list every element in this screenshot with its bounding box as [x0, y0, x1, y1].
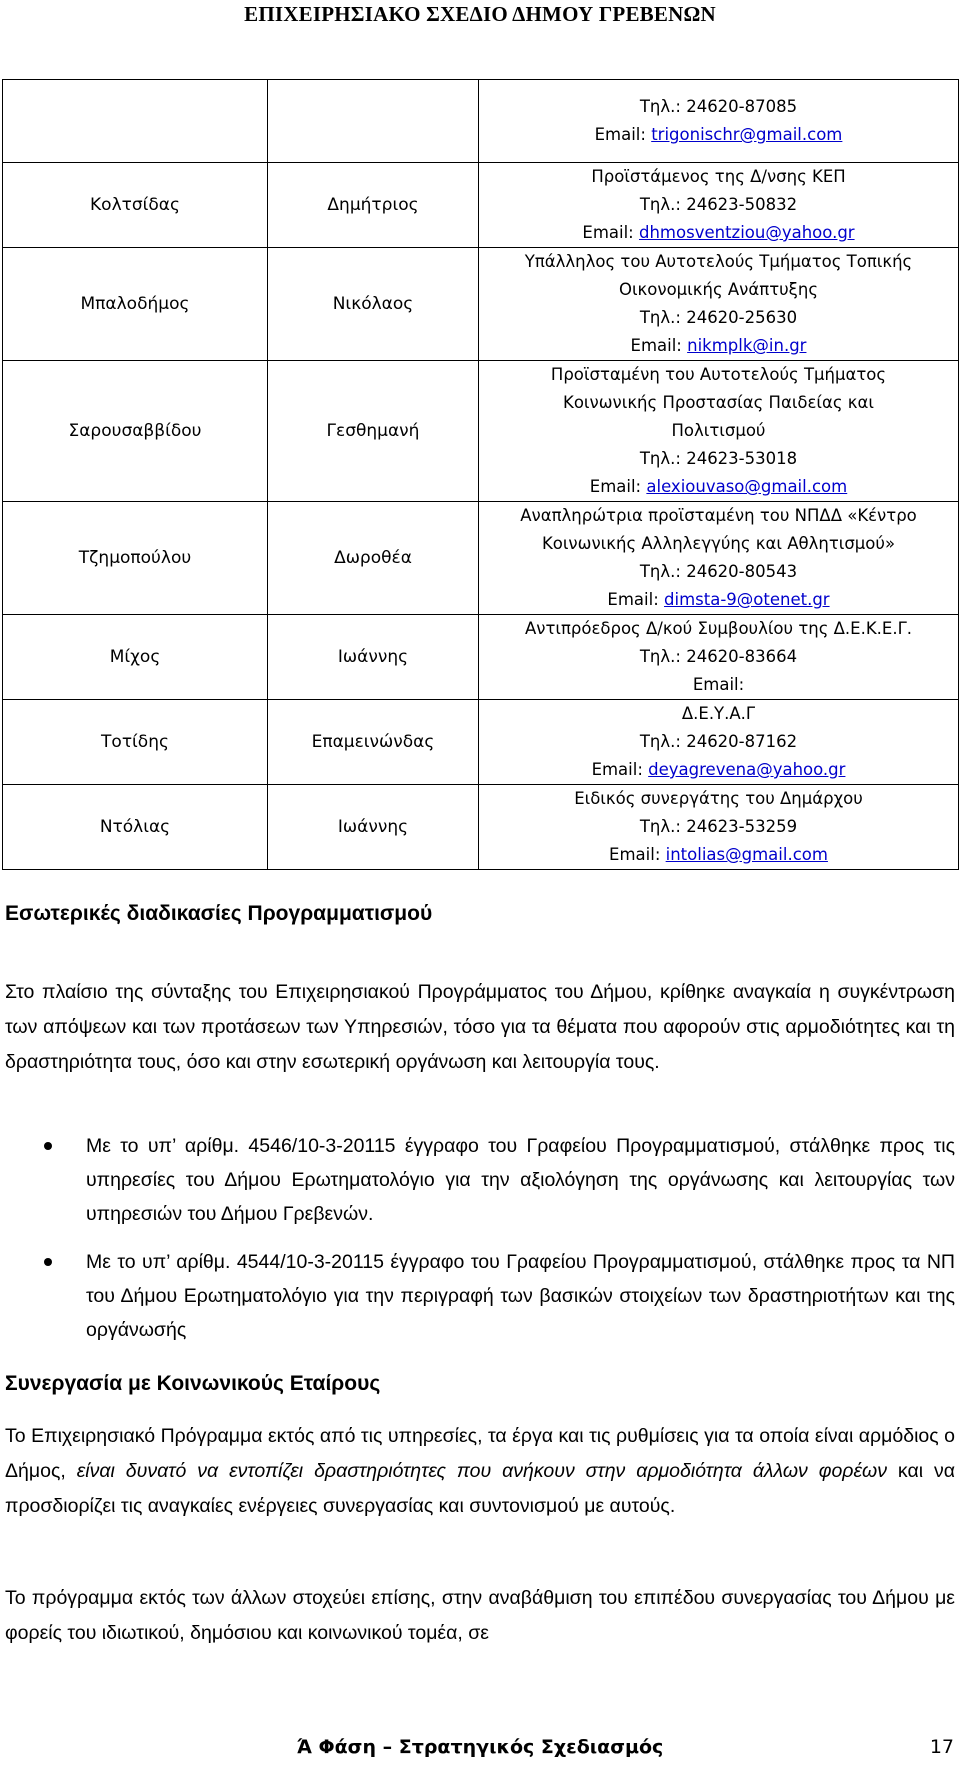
- contact-info-line: Προϊστάμενος της Δ/νσης ΚΕΠ: [591, 167, 846, 186]
- contact-info-line: Δ.Ε.Υ.Α.Γ: [681, 704, 756, 723]
- contact-info-line: Τηλ.: 24623-53259: [639, 817, 798, 836]
- surname-cell: Κολτσίδας: [3, 163, 268, 248]
- email-link[interactable]: nikmplk@in.gr: [687, 336, 807, 355]
- partners-text-start: Το Επιχειρησιακό Πρόγραμμα εκτός από τις υπηρεσίες, τα έργα και τις ρυθμίσεις για τα οποία είναι αρμόδιος ο Δήμος,: [5, 1425, 955, 1482]
- table-row: [3, 502, 959, 615]
- email-line: [483, 473, 954, 501]
- surname-cell: [3, 80, 268, 163]
- questionnaire-list: [0, 1129, 955, 1361]
- page-footer: Ά Φάση – Στρατηγικός Σχεδιασμός: [296, 1736, 664, 1758]
- contact-info-line: Email:: [692, 675, 745, 694]
- contact-info-cell: [479, 80, 959, 163]
- list-item-text: Με το υπ’ αρίθμ. 4544/10-3-20115 έγγραφο του Γραφείου Προγραμματισμού, στάλθηκε προς τα ΝΠ του Δήμου Ερωτηματολόγιο για την περιγραφή των βασικών στοιχείων των δραστηριοτήτων και της οργάνωσής: [86, 1251, 955, 1341]
- contact-info-line: Πολιτισμού: [671, 421, 766, 440]
- surname-cell: Μίχος: [3, 615, 268, 700]
- contact-info-cell: [479, 248, 959, 361]
- first-name-cell: Επαμεινώνδας: [268, 700, 479, 785]
- email-line: [483, 841, 954, 869]
- section-title-internal-procedures: Εσωτερικές διαδικασίες Προγραμματισμού: [5, 902, 433, 925]
- email-link[interactable]: dimsta-9@otenet.gr: [664, 590, 830, 609]
- contact-info-line: Τηλ.: 24623-50832: [639, 195, 798, 214]
- email-line: [483, 219, 954, 247]
- contact-info-line: Αναπληρώτρια προϊσταμένη του ΝΠΔΔ «Κέντρο: [520, 506, 917, 525]
- contact-info-line: Κοινωνικής Προστασίας Παιδείας και: [563, 393, 874, 412]
- contact-info-cell: [479, 502, 959, 615]
- contact-info-cell: [479, 615, 959, 700]
- contact-info-line: Προϊσταμένη του Αυτοτελούς Τμήματος: [550, 365, 887, 384]
- first-name-cell: Γεσθημανή: [268, 361, 479, 502]
- intro-paragraph: Στο πλαίσιο της σύνταξης του Επιχειρησιακού Προγράμματος του Δήμου, κρίθηκε αναγκαία η συγκέντρωση των απόψεων και των προτάσεων των Υπηρεσιών, τόσο για τα θέματα που αφορούν στις αρμοδιότητες και τη δραστηριότητα τους, όσο και στην εσωτερική οργάνωση και λειτουργία τους.: [5, 981, 955, 1073]
- staff-table-body: [3, 80, 959, 870]
- table-row: [3, 785, 959, 870]
- surname-cell: Τοτίδης: [3, 700, 268, 785]
- table-row: [3, 615, 959, 700]
- contact-info-cell: [479, 700, 959, 785]
- partners-paragraph-2: Το πρόγραμμα εκτός των άλλων στοχεύει επίσης, στην αναβάθμιση του επιπέδου συνεργασίας του Δήμου με φορείς του ιδιωτικού, δημόσιου και κοινωνικού τομέα, σε: [5, 1587, 955, 1644]
- surname-cell: Μπαλοδήμος: [3, 248, 268, 361]
- partners-paragraph-1: [5, 1419, 955, 1524]
- contact-info-line: Τηλ.: 24620-87162: [639, 732, 798, 751]
- email-label: Email:: [609, 845, 666, 864]
- contact-info-line: Τηλ.: 24623-53018: [639, 449, 798, 468]
- contact-info-cell: [479, 785, 959, 870]
- list-item: [0, 1245, 955, 1347]
- email-line: [483, 756, 954, 784]
- table-row: [3, 361, 959, 502]
- first-name-cell: Δημήτριος: [268, 163, 479, 248]
- email-link[interactable]: alexiouvaso@gmail.com: [646, 477, 848, 496]
- contact-info-line: Τηλ.: 24620-87085: [639, 97, 798, 116]
- email-line: [483, 332, 954, 360]
- email-link[interactable]: intolias@gmail.com: [665, 845, 828, 864]
- table-row: [3, 80, 959, 163]
- section-title-social-partners: Συνεργασία με Κοινωνικούς Εταίρους: [5, 1372, 381, 1395]
- bullet-icon: [44, 1142, 52, 1150]
- surname-cell: Σαρουσαββίδου: [3, 361, 268, 502]
- first-name-cell: Ιωάννης: [268, 785, 479, 870]
- first-name-cell: Νικόλαος: [268, 248, 479, 361]
- contact-info-line: Οικονομικής Ανάπτυξης: [618, 280, 819, 299]
- email-link[interactable]: trigonischr@gmail.com: [651, 125, 843, 144]
- page-number: 17: [929, 1736, 954, 1758]
- email-label: Email:: [582, 223, 639, 242]
- first-name-cell: [268, 80, 479, 163]
- first-name-cell: Δωροθέα: [268, 502, 479, 615]
- contact-info-line: Ειδικός συνεργάτης του Δημάρχου: [574, 789, 863, 808]
- email-label: Email:: [589, 477, 647, 496]
- list-item-text: Με το υπ’ αρίθμ. 4546/10-3-20115 έγγραφο του Γραφείου Προγραμματισμού, στάλθηκε προς τις υπηρεσίες του Δήμου Ερωτηματολόγιο για την αξιολόγηση της οργάνωσης και λειτουργίας των υπηρεσιών του Δήμου Γρεβενών.: [86, 1135, 955, 1225]
- contact-info-line: Τηλ.: 24620-25630: [639, 308, 798, 327]
- email-line: [483, 121, 954, 149]
- email-label: Email:: [607, 590, 665, 609]
- table-row: [3, 163, 959, 248]
- partners-text-emphasis: είναι δυνατό να εντοπίζει δραστηριότητες που ανήκουν στην αρμοδιότητα άλλων φορέων: [76, 1460, 887, 1482]
- table-row: [3, 700, 959, 785]
- email-label: Email:: [630, 336, 688, 355]
- staff-contacts-table: [2, 79, 959, 870]
- contact-info-cell: [479, 163, 959, 248]
- email-link[interactable]: deyagrevena@yahoo.gr: [648, 760, 846, 779]
- contact-info-line: Τηλ.: 24620-80543: [639, 562, 798, 581]
- table-row: [3, 248, 959, 361]
- first-name-cell: Ιωάννης: [268, 615, 479, 700]
- page-header: ΕΠΙΧΕΙΡΗΣΙΑΚΟ ΣΧΕΔΙΟ ΔΗΜΟΥ ΓΡΕΒΕΝΩΝ: [244, 2, 716, 26]
- contact-info-line: Υπάλληλος του Αυτοτελούς Τμήματος Τοπικής: [524, 252, 913, 271]
- bullet-icon: [44, 1258, 52, 1266]
- partners-text-end: και να προσδιορίζει τις αναγκαίες ενέργειες συνεργασίας και συντονισμού με αυτούς.: [5, 1460, 956, 1517]
- contact-info-line: Αντιπρόεδρος Δ/κού Συμβουλίου της Δ.Ε.Κ.Ε.Γ.: [524, 619, 913, 638]
- contact-info-line: Κοινωνικής Αλληλεγγύης και Αθλητισμού»: [541, 534, 896, 553]
- list-item: [0, 1129, 955, 1231]
- email-label: Email:: [594, 125, 652, 144]
- surname-cell: Ντόλιας: [3, 785, 268, 870]
- contact-info-cell: [479, 361, 959, 502]
- email-line: [483, 586, 954, 614]
- email-link[interactable]: dhmosventziou@yahoo.gr: [639, 223, 855, 242]
- surname-cell: Τζημοπούλου: [3, 502, 268, 615]
- contact-info-line: Τηλ.: 24620-83664: [639, 647, 798, 666]
- email-label: Email:: [591, 760, 649, 779]
